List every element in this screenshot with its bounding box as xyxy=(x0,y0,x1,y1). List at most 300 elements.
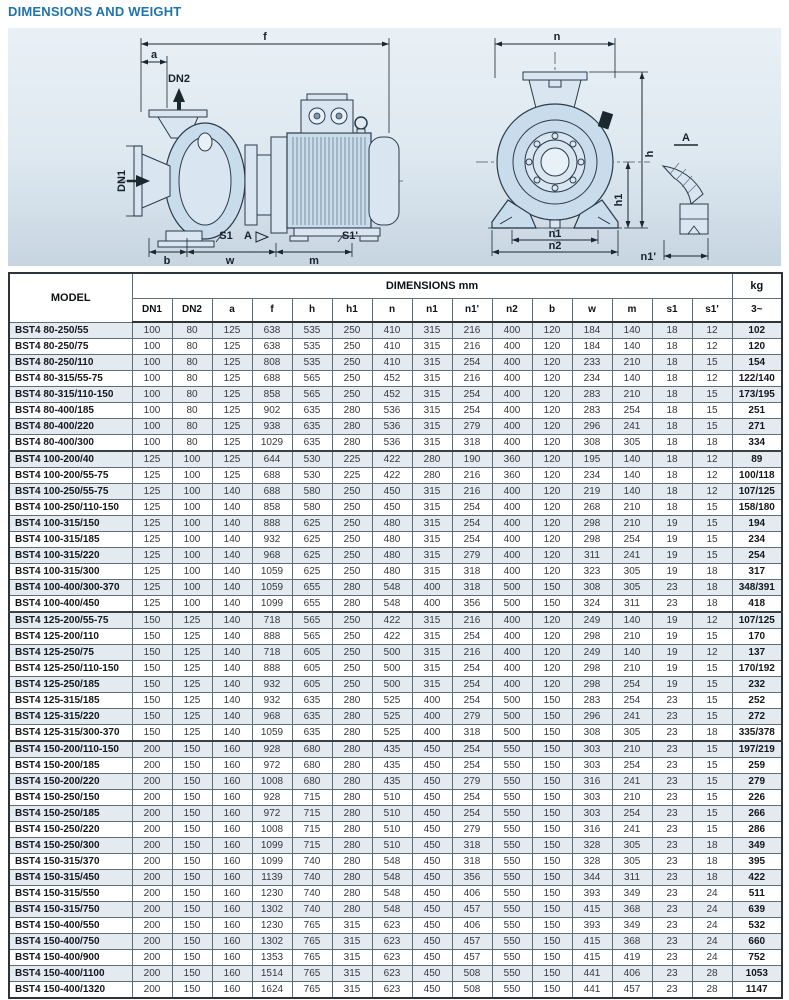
dimension-cell: 254 xyxy=(452,693,492,709)
dimension-cell: 400 xyxy=(492,387,532,403)
dimension-cell: 23 xyxy=(652,934,692,950)
dimension-cell: 550 xyxy=(492,966,532,982)
dimension-cell: 305 xyxy=(612,854,652,870)
dimension-cell: 315 xyxy=(412,548,452,564)
dimension-cell: 150 xyxy=(172,741,212,758)
dimension-cell: 500 xyxy=(372,677,412,693)
model-cell: BST4 80-400/300 xyxy=(9,435,132,452)
dimension-cell: 580 xyxy=(292,500,332,516)
dimension-cell: 80 xyxy=(172,322,212,339)
dimension-cell: 550 xyxy=(492,950,532,966)
dim-label-h1: h1 xyxy=(613,193,625,207)
weight-cell: 232 xyxy=(732,677,782,693)
dimension-cell: 150 xyxy=(532,870,572,886)
model-cell: BST4 80-400/185 xyxy=(9,403,132,419)
dimension-cell: 968 xyxy=(252,709,292,725)
dimension-cell: 400 xyxy=(412,693,452,709)
dimension-cell: 550 xyxy=(492,918,532,934)
dimension-cell: 638 xyxy=(252,339,292,355)
dimension-cell: 160 xyxy=(212,822,252,838)
dimension-cell: 400 xyxy=(492,339,532,355)
dimension-cell: 565 xyxy=(292,612,332,629)
dimension-cell: 250 xyxy=(332,629,372,645)
dimension-cell: 19 xyxy=(652,516,692,532)
table-row xyxy=(9,902,782,918)
model-cell: BST4 150-400/750 xyxy=(9,934,132,950)
model-cell: BST4 150-400/1320 xyxy=(9,982,132,999)
dimension-cell: 550 xyxy=(492,774,532,790)
dimension-cell: 150 xyxy=(132,677,172,693)
dimension-cell: 80 xyxy=(172,387,212,403)
model-cell: BST4 150-250/150 xyxy=(9,790,132,806)
dimension-cell: 415 xyxy=(572,950,612,966)
dimension-cell: 623 xyxy=(372,918,412,934)
weight-cell: 154 xyxy=(732,355,782,371)
dimension-cell: 635 xyxy=(292,709,332,725)
dimension-cell: 100 xyxy=(132,339,172,355)
model-cell: BST4 125-250/185 xyxy=(9,677,132,693)
dimension-cell: 100 xyxy=(132,322,172,339)
dimension-cell: 435 xyxy=(372,758,412,774)
dimension-cell: 241 xyxy=(612,419,652,435)
dimension-cell: 765 xyxy=(292,918,332,934)
dimension-cell: 150 xyxy=(532,580,572,596)
dim-label-n: n xyxy=(553,31,561,43)
model-cell: BST4 150-315/750 xyxy=(9,902,132,918)
dimension-cell: 80 xyxy=(172,419,212,435)
dimension-cell: 23 xyxy=(652,725,692,742)
dimension-cell: 150 xyxy=(532,790,572,806)
dimension-cell: 450 xyxy=(412,966,452,982)
dimension-cell: 400 xyxy=(492,661,532,677)
dimension-cell: 216 xyxy=(452,339,492,355)
dimension-cell: 150 xyxy=(172,886,212,902)
dimension-cell: 120 xyxy=(532,612,572,629)
dim-label-dn2: DN2 xyxy=(167,73,191,85)
dimension-cell: 268 xyxy=(572,500,612,516)
dimension-cell: 550 xyxy=(492,934,532,950)
dimension-cell: 190 xyxy=(452,451,492,468)
weight-cell: 1053 xyxy=(732,966,782,982)
dimension-cell: 12 xyxy=(692,645,732,661)
dimension-cell: 450 xyxy=(412,886,452,902)
weight-cell: 254 xyxy=(732,548,782,564)
dimension-cell: 150 xyxy=(172,934,212,950)
dimension-cell: 125 xyxy=(132,532,172,548)
table-row xyxy=(9,580,782,596)
dimension-cell: 1029 xyxy=(252,435,292,452)
dimension-cell: 150 xyxy=(172,806,212,822)
dimension-cell: 18 xyxy=(692,854,732,870)
dimension-cell: 452 xyxy=(372,371,412,387)
dimension-cell: 450 xyxy=(412,918,452,934)
dimension-cell: 18 xyxy=(652,500,692,516)
dimension-cell: 125 xyxy=(212,403,252,419)
dimension-cell: 305 xyxy=(612,838,652,854)
dimension-cell: 550 xyxy=(492,982,532,999)
dimension-cell: 15 xyxy=(692,693,732,709)
dimension-cell: 715 xyxy=(292,790,332,806)
dimension-cell: 441 xyxy=(572,966,612,982)
dimension-cell: 1099 xyxy=(252,838,292,854)
dimension-cell: 15 xyxy=(692,403,732,419)
dimension-cell: 150 xyxy=(132,661,172,677)
table-row xyxy=(9,645,782,661)
column-header-dn1: DN1 xyxy=(132,299,172,323)
dimension-cell: 23 xyxy=(652,886,692,902)
dimension-cell: 1514 xyxy=(252,966,292,982)
dimension-cell: 400 xyxy=(492,564,532,580)
dimension-cell: 535 xyxy=(292,355,332,371)
dimension-cell: 932 xyxy=(252,532,292,548)
table-row xyxy=(9,982,782,999)
dimension-cell: 150 xyxy=(172,950,212,966)
dimension-cell: 19 xyxy=(652,677,692,693)
dimension-cell: 655 xyxy=(292,580,332,596)
model-cell: BST4 125-315/185 xyxy=(9,693,132,709)
dimension-cell: 318 xyxy=(452,838,492,854)
dimension-cell: 254 xyxy=(452,677,492,693)
dimension-cell: 15 xyxy=(692,355,732,371)
view-label-a: A xyxy=(244,230,252,242)
dimension-cell: 315 xyxy=(412,339,452,355)
dimension-cell: 23 xyxy=(652,580,692,596)
dimension-cell: 24 xyxy=(692,934,732,950)
dimension-cell: 140 xyxy=(212,484,252,500)
dimension-cell: 100 xyxy=(132,355,172,371)
dimension-cell: 328 xyxy=(572,838,612,854)
dimension-cell: 140 xyxy=(212,645,252,661)
dimension-cell: 311 xyxy=(612,596,652,613)
dimension-cell: 298 xyxy=(572,629,612,645)
model-cell: BST4 125-200/55-75 xyxy=(9,612,132,629)
dimension-cell: 254 xyxy=(452,629,492,645)
table-row xyxy=(9,934,782,950)
dimension-cell: 410 xyxy=(372,322,412,339)
weight-cell: 422 xyxy=(732,870,782,886)
dimension-cell: 283 xyxy=(572,403,612,419)
dimension-cell: 120 xyxy=(532,677,572,693)
dimension-cell: 1230 xyxy=(252,886,292,902)
dimension-cell: 972 xyxy=(252,806,292,822)
dimension-cell: 500 xyxy=(492,725,532,742)
table-row xyxy=(9,741,782,758)
dimension-cell: 23 xyxy=(652,950,692,966)
dimension-cell: 250 xyxy=(332,500,372,516)
pump-end-view xyxy=(476,31,708,263)
dimension-cell: 298 xyxy=(572,532,612,548)
dimension-cell: 125 xyxy=(212,355,252,371)
dimension-cell: 550 xyxy=(492,902,532,918)
dim-label-h: h xyxy=(644,150,656,158)
dimension-cell: 100 xyxy=(132,419,172,435)
dimension-cell: 280 xyxy=(412,468,452,484)
dimension-cell: 644 xyxy=(252,451,292,468)
dimension-cell: 19 xyxy=(652,612,692,629)
dimension-cell: 254 xyxy=(612,693,652,709)
dimension-cell: 125 xyxy=(172,645,212,661)
dimension-cell: 296 xyxy=(572,419,612,435)
dimension-cell: 1059 xyxy=(252,580,292,596)
dimension-cell: 280 xyxy=(332,580,372,596)
dimension-cell: 140 xyxy=(612,322,652,339)
table-row xyxy=(9,355,782,371)
weight-cell: 1147 xyxy=(732,982,782,999)
dimension-cell: 858 xyxy=(252,500,292,516)
model-cell: BST4 150-315/550 xyxy=(9,886,132,902)
dimension-cell: 160 xyxy=(212,790,252,806)
dimension-cell: 298 xyxy=(572,661,612,677)
dimension-cell: 200 xyxy=(132,741,172,758)
dimension-cell: 160 xyxy=(212,758,252,774)
dimension-cell: 140 xyxy=(612,645,652,661)
dimension-cell: 200 xyxy=(132,822,172,838)
dimension-cell: 250 xyxy=(332,355,372,371)
weight-cell: 271 xyxy=(732,419,782,435)
table-row xyxy=(9,532,782,548)
dimension-cell: 315 xyxy=(412,419,452,435)
dimension-cell: 419 xyxy=(612,950,652,966)
dimension-cell: 280 xyxy=(332,758,372,774)
dimension-cell: 315 xyxy=(412,532,452,548)
dimension-cell: 280 xyxy=(412,451,452,468)
dim-label-n2: n2 xyxy=(548,240,562,252)
model-cell: BST4 150-200/185 xyxy=(9,758,132,774)
dimension-cell: 254 xyxy=(452,500,492,516)
dimension-cell: 160 xyxy=(212,870,252,886)
dimension-cell: 655 xyxy=(292,596,332,613)
weight-cell: 532 xyxy=(732,918,782,934)
dimension-cell: 80 xyxy=(172,371,212,387)
dimension-cell: 305 xyxy=(612,725,652,742)
dimension-cell: 316 xyxy=(572,774,612,790)
dimension-cell: 500 xyxy=(372,645,412,661)
dimension-cell: 280 xyxy=(332,774,372,790)
dimension-cell: 125 xyxy=(172,677,212,693)
dimension-cell: 422 xyxy=(372,451,412,468)
dimension-cell: 210 xyxy=(612,661,652,677)
table-row xyxy=(9,822,782,838)
dimension-cell: 15 xyxy=(692,709,732,725)
dimension-cell: 280 xyxy=(332,403,372,419)
dimension-cell: 125 xyxy=(212,419,252,435)
dimension-cell: 510 xyxy=(372,822,412,838)
dimension-cell: 623 xyxy=(372,982,412,999)
model-cell: BST4 125-250/110-150 xyxy=(9,661,132,677)
dimension-cell: 254 xyxy=(612,403,652,419)
dimension-cell: 80 xyxy=(172,339,212,355)
dimension-cell: 972 xyxy=(252,758,292,774)
dimension-cell: 315 xyxy=(412,355,452,371)
dimension-cell: 150 xyxy=(532,934,572,950)
table-row xyxy=(9,468,782,484)
dimension-cell: 28 xyxy=(692,966,732,982)
weight-cell: 639 xyxy=(732,902,782,918)
dim-label-s1: S1 xyxy=(219,230,233,242)
dimension-cell: 140 xyxy=(612,484,652,500)
table-row xyxy=(9,596,782,613)
dimension-cell: 15 xyxy=(692,806,732,822)
table-row xyxy=(9,435,782,452)
dimension-cell: 254 xyxy=(452,516,492,532)
dimension-cell: 450 xyxy=(412,854,452,870)
dimension-cell: 888 xyxy=(252,516,292,532)
dimension-cell: 19 xyxy=(652,564,692,580)
dimension-cell: 18 xyxy=(652,339,692,355)
dim-label-n1-prime: n1' xyxy=(640,251,656,263)
dimension-cell: 279 xyxy=(452,709,492,725)
dimension-cell: 305 xyxy=(612,580,652,596)
pump-side-view xyxy=(116,31,406,266)
dimension-cell: 311 xyxy=(612,870,652,886)
dimension-cell: 280 xyxy=(332,854,372,870)
dimension-cell: 23 xyxy=(652,806,692,822)
dimension-cell: 24 xyxy=(692,918,732,934)
weight-cell: 349 xyxy=(732,838,782,854)
dimension-cell: 525 xyxy=(372,693,412,709)
dimension-cell: 368 xyxy=(612,902,652,918)
dimension-cell: 1302 xyxy=(252,934,292,950)
dimension-cell: 120 xyxy=(532,548,572,564)
dimensions-group-header: DIMENSIONS mm xyxy=(132,273,732,299)
dimension-cell: 625 xyxy=(292,548,332,564)
dimension-cell: 100 xyxy=(172,564,212,580)
dimension-cell: 406 xyxy=(452,918,492,934)
weight-cell: 158/180 xyxy=(732,500,782,516)
dimension-cell: 928 xyxy=(252,741,292,758)
dimension-cell: 18 xyxy=(692,580,732,596)
dimension-cell: 150 xyxy=(532,806,572,822)
column-header-n1: n1 xyxy=(412,299,452,323)
dimension-cell: 623 xyxy=(372,934,412,950)
dimension-cell: 1008 xyxy=(252,774,292,790)
dimension-cell: 765 xyxy=(292,966,332,982)
table-body xyxy=(9,322,782,998)
dimension-cell: 254 xyxy=(452,661,492,677)
dimension-cell: 125 xyxy=(132,564,172,580)
dimension-cell: 625 xyxy=(292,564,332,580)
dimension-cell: 349 xyxy=(612,918,652,934)
dimension-cell: 18 xyxy=(652,355,692,371)
dimension-cell: 18 xyxy=(692,596,732,613)
dimension-cell: 680 xyxy=(292,758,332,774)
dimension-cell: 938 xyxy=(252,419,292,435)
dimension-cell: 18 xyxy=(652,403,692,419)
dimension-cell: 18 xyxy=(652,468,692,484)
dimension-cell: 400 xyxy=(492,516,532,532)
dimension-cell: 120 xyxy=(532,484,572,500)
dimension-cell: 450 xyxy=(412,934,452,950)
model-cell: BST4 100-315/150 xyxy=(9,516,132,532)
table-row xyxy=(9,322,782,339)
dim-label-w: w xyxy=(225,255,235,266)
dimension-cell: 536 xyxy=(372,419,412,435)
weight-cell: 317 xyxy=(732,564,782,580)
dimension-cell: 140 xyxy=(212,500,252,516)
dimension-cell: 400 xyxy=(412,725,452,742)
dimension-cell: 12 xyxy=(692,371,732,387)
dimension-cell: 452 xyxy=(372,387,412,403)
table-row xyxy=(9,419,782,435)
dimension-cell: 250 xyxy=(332,339,372,355)
dimension-cell: 450 xyxy=(372,484,412,500)
dimension-cell: 200 xyxy=(132,838,172,854)
dimension-cell: 480 xyxy=(372,564,412,580)
dimension-cell: 303 xyxy=(572,741,612,758)
dimension-cell: 150 xyxy=(532,693,572,709)
dimension-cell: 19 xyxy=(652,532,692,548)
dimension-cell: 280 xyxy=(332,790,372,806)
dimension-cell: 100 xyxy=(172,500,212,516)
weight-cell: 511 xyxy=(732,886,782,902)
dimension-cell: 450 xyxy=(412,806,452,822)
dimension-cell: 635 xyxy=(292,725,332,742)
dimension-cell: 249 xyxy=(572,612,612,629)
dimension-cell: 1353 xyxy=(252,950,292,966)
dimension-cell: 400 xyxy=(492,371,532,387)
dimension-cell: 140 xyxy=(612,339,652,355)
dimension-cell: 400 xyxy=(492,355,532,371)
dimension-cell: 23 xyxy=(652,838,692,854)
dimension-cell: 250 xyxy=(332,548,372,564)
dimension-cell: 150 xyxy=(532,741,572,758)
dimension-cell: 308 xyxy=(572,435,612,452)
dimension-cell: 125 xyxy=(132,596,172,613)
dimension-cell: 80 xyxy=(172,435,212,452)
dimension-cell: 125 xyxy=(172,709,212,725)
model-cell: BST4 100-200/40 xyxy=(9,451,132,468)
dimension-cell: 250 xyxy=(332,532,372,548)
model-cell: BST4 80-315/55-75 xyxy=(9,371,132,387)
dimension-cell: 323 xyxy=(572,564,612,580)
model-cell: BST4 150-400/1100 xyxy=(9,966,132,982)
dimension-cell: 315 xyxy=(412,387,452,403)
dimension-cell: 316 xyxy=(572,822,612,838)
dimension-cell: 150 xyxy=(132,612,172,629)
dimension-cell: 565 xyxy=(292,387,332,403)
dimension-cell: 225 xyxy=(332,468,372,484)
dimension-cell: 715 xyxy=(292,806,332,822)
table-row xyxy=(9,371,782,387)
table-row xyxy=(9,950,782,966)
dimension-cell: 457 xyxy=(452,934,492,950)
weight-cell: 194 xyxy=(732,516,782,532)
dimension-cell: 19 xyxy=(652,661,692,677)
dimension-cell: 406 xyxy=(612,966,652,982)
dimension-cell: 150 xyxy=(132,629,172,645)
dimension-cell: 18 xyxy=(692,870,732,886)
dimension-cell: 18 xyxy=(652,435,692,452)
dimension-cell: 150 xyxy=(132,693,172,709)
column-header-n1: n1' xyxy=(452,299,492,323)
dimension-cell: 150 xyxy=(132,725,172,742)
dimension-cell: 718 xyxy=(252,612,292,629)
dimension-cell: 125 xyxy=(212,339,252,355)
dimension-cell: 1139 xyxy=(252,870,292,886)
dimension-cell: 12 xyxy=(692,612,732,629)
dimension-cell: 740 xyxy=(292,870,332,886)
dimension-cell: 19 xyxy=(652,645,692,661)
dimension-cell: 150 xyxy=(532,822,572,838)
column-header-m: m xyxy=(612,299,652,323)
dimension-cell: 120 xyxy=(532,661,572,677)
dimension-cell: 24 xyxy=(692,902,732,918)
dimension-cell: 393 xyxy=(572,918,612,934)
dimension-cell: 100 xyxy=(172,532,212,548)
dimension-cell: 140 xyxy=(212,677,252,693)
dimension-cell: 120 xyxy=(532,322,572,339)
dimension-cell: 160 xyxy=(212,806,252,822)
